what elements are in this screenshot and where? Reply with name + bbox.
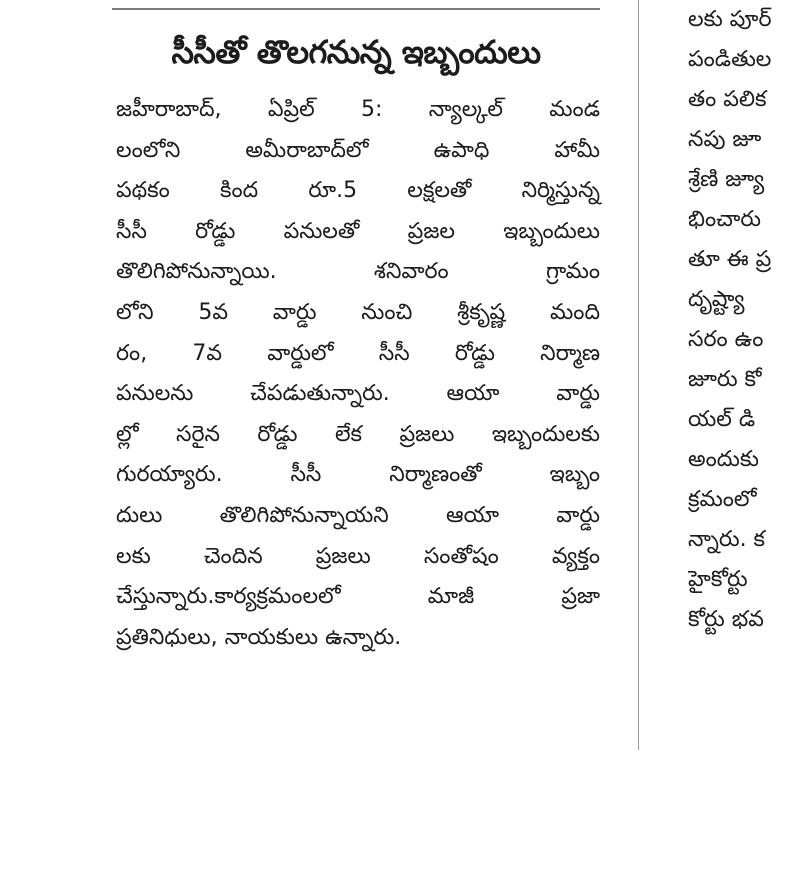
article-line: సీసీ రోడ్డు పనులతో ప్రజల ఇబ్బందులు: [116, 218, 600, 244]
adjacent-article-column: [688, 0, 800, 720]
adjacent-line: జూరు కో: [688, 367, 762, 392]
article-line: జహీరాబాద్, ఏప్రిల్ 5: న్యాల్కల్ మండ: [116, 97, 600, 122]
adjacent-line: న్నారు. క: [688, 527, 766, 552]
adjacent-line: శ్రేణి జ్యూ: [688, 167, 765, 192]
adjacent-line: నపు జూ: [688, 127, 762, 152]
adjacent-line: అందుకు: [688, 447, 759, 472]
adjacent-line: సరం ఉం: [688, 327, 764, 352]
article-line: రం, 7వ వార్డులో సీసీ రోడ్డు నిర్మాణ: [116, 340, 600, 366]
column-divider: [638, 0, 639, 750]
adjacent-line: భించారు: [688, 207, 762, 232]
adjacent-line: కోర్టు భవ: [688, 607, 764, 632]
adjacent-line: దృష్ట్యా: [688, 287, 745, 312]
article-line: గురయ్యారు. సీసీ నిర్మాణంతో ఇబ్బం: [116, 462, 600, 488]
article-line: లోని 5వ వార్డు నుంచి శ్రీకృష్ణ మంది: [116, 299, 600, 325]
top-rule: [112, 8, 600, 10]
adjacent-line: లకు పూర్: [688, 7, 772, 32]
adjacent-line: తం పలిక: [688, 87, 767, 112]
article-line: పథకం కింద రూ.5 లక్షలతో నిర్మిస్తున్న: [116, 178, 600, 204]
adjacent-line: హైకోర్టు: [688, 567, 748, 592]
adjacent-line: యల్ డి: [688, 407, 756, 432]
adjacent-line: పండితుల: [688, 47, 772, 72]
article-line: దులు తొలిగిపోనున్నాయని ఆయా వార్డు: [116, 502, 600, 528]
article-line: లంలోని అమీరాబాద్‌లో ఉపాధి హామీ: [116, 137, 600, 163]
article-line: ల్లో సరైన రోడ్డు లేక ప్రజలు ఇబ్బందులకు: [116, 421, 600, 447]
adjacent-line: తూ ఈ ప్ర: [688, 247, 772, 272]
article-headline: సీసీతో తొలగనున్న ఇబ్బందులు: [171, 33, 541, 71]
article-line: ప్రతినిధులు, నాయకులు ఉన్నారు.: [116, 624, 402, 650]
article-line: లకు చెందిన ప్రజలు సంతోషం వ్యక్తం: [116, 543, 600, 569]
article-body: [116, 90, 600, 658]
article-line: చేస్తున్నారు.కార్యక్రమంలలో మాజీ ప్రజా: [116, 584, 600, 610]
article-line: తొలిగిపోనున్నాయి. శనివారం గ్రామం: [116, 259, 600, 285]
article-line: పనులను చేపడుతున్నారు. ఆయా వార్డు: [116, 381, 600, 407]
adjacent-line: క్రమంలో: [688, 487, 757, 512]
